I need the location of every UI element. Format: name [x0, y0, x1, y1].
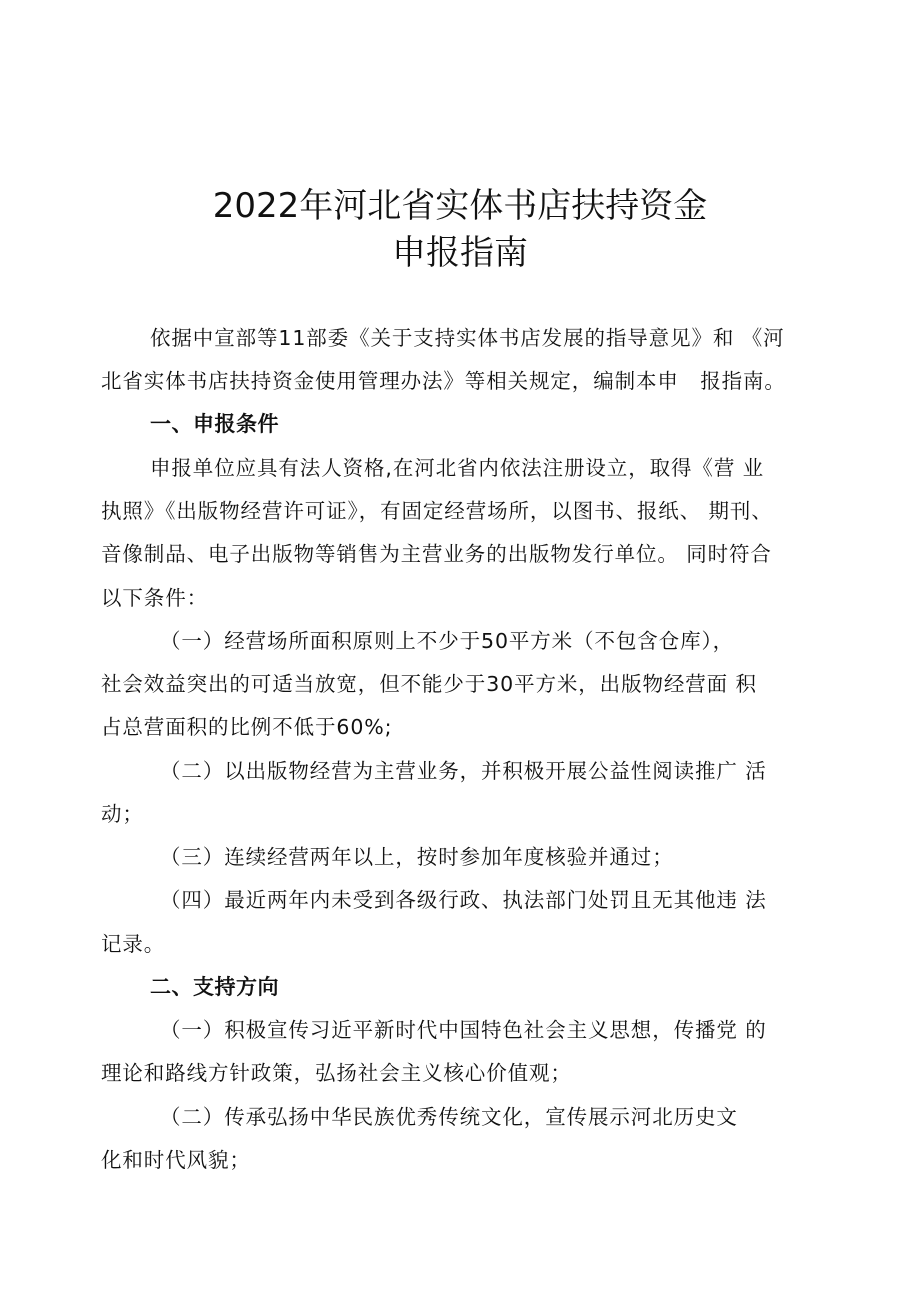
intro-line-1: 依据中宣部等11部委《关于支持实体书店发展的指导意见》和 《河: [150, 326, 785, 350]
condition-1-line-3: 占总营面积的比例不低于60%;: [101, 715, 393, 739]
section-heading-support: 二、支持方向: [150, 975, 279, 999]
document-title-line-2: 申报指南: [392, 233, 528, 273]
condition-2-line-2: 动；: [101, 802, 144, 826]
conditions-lead-line-4: 以下条件：: [101, 586, 208, 610]
support-2-line-2: 化和时代风貌；: [101, 1148, 251, 1172]
conditions-lead-line-2: 执照》《出版物经营许可证》，有固定经营场所，以图书、报纸、 期刊、: [101, 499, 773, 523]
support-2-line-1: （二）传承弘扬中华民族优秀传统文化，宣传展示河北历史文: [160, 1105, 738, 1129]
support-1-line-1: （一）积极宣传习近平新时代中国特色社会主义思想，传播党 的: [160, 1018, 767, 1042]
section-heading-conditions: 一、申报条件: [150, 412, 279, 436]
support-1-line-2: 理论和路线方针政策，弘扬社会主义核心价值观；: [101, 1061, 572, 1085]
condition-2-line-1: （二）以出版物经营为主营业务，并积极开展公益性阅读推广 活: [160, 759, 767, 783]
conditions-lead-line-1: 申报单位应具有法人资格,在河北省内依法注册设立，取得《营 业: [150, 456, 765, 480]
document-title-line-1: 2022年河北省实体书店扶持资金: [212, 186, 708, 226]
intro-line-2: 北省实体书店扶持资金使用管理办法》等相关规定，编制本申 报指南。: [101, 369, 786, 393]
condition-1-line-1: （一）经营场所面积原则上不少于50平方米（不包含仓库），: [160, 629, 735, 653]
condition-4-line-1: （四）最近两年内未受到各级行政、执法部门处罚且无其他违 法: [160, 888, 767, 912]
condition-1-line-2: 社会效益突出的可适当放宽，但不能少于30平方米，出版物经营面 积: [101, 672, 757, 696]
condition-3-line-1: （三）连续经营两年以上，按时参加年度核验并通过；: [160, 845, 674, 869]
condition-4-line-2: 记录。: [101, 932, 166, 956]
conditions-lead-line-3: 音像制品、电子出版物等销售为主营业务的出版物发行单位。 同时符合: [101, 542, 772, 566]
